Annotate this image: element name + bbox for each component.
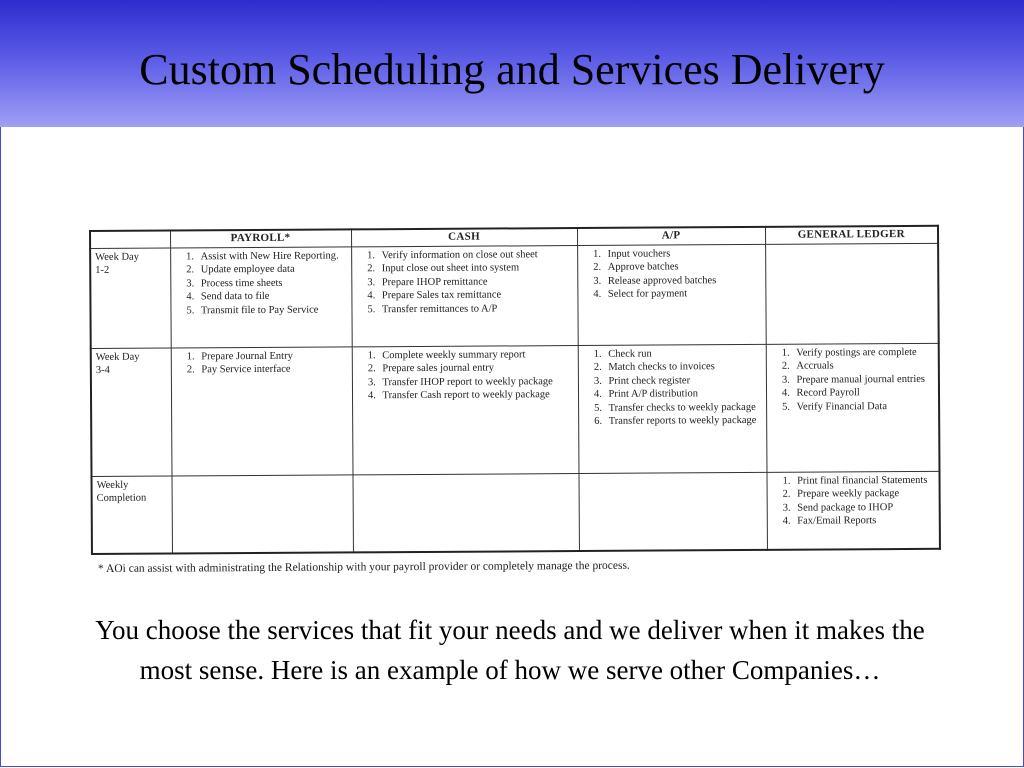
cash-cell	[351, 245, 578, 346]
slide-caption: You choose the services that fit your needs and we deliver when it makes the most sense. Here is an example of how we serve other Companies…	[95, 615, 925, 685]
list-item: 2. Update employee data	[197, 262, 347, 276]
list-item: 3. Process time sheets	[197, 276, 347, 290]
list-item: 3. Prepare manual journal entries	[792, 372, 934, 386]
list-item: 1. Check run	[604, 346, 761, 360]
row-label: Week Day 3-4	[91, 348, 172, 476]
gl-cell	[766, 471, 939, 550]
table-row	[92, 471, 940, 554]
table-footnote: * AOi can assist with administrating the Relationship with your payroll provider or completely manage the process.	[98, 559, 630, 575]
list-item: 1. Input vouchers	[604, 246, 761, 260]
list-item: 4. Print A/P distribution	[604, 387, 761, 401]
list-item: 3. Transfer IHOP report to weekly package	[378, 375, 573, 390]
list-item: 3. Prepare IHOP remittance	[378, 275, 573, 290]
cash-cell	[352, 345, 579, 474]
list-item: 5. Transmit file to Pay Service	[197, 303, 347, 317]
list-item: 2. Prepare weekly package	[793, 487, 935, 501]
list-item: 1. Verify information on close out sheet	[378, 248, 573, 263]
list-item: 2. Input close out sheet into system	[378, 261, 573, 276]
table-row	[91, 343, 940, 476]
payroll-cell	[171, 346, 353, 475]
cash-cell	[352, 473, 578, 552]
gl-cell	[765, 243, 939, 344]
column-header-payroll: PAYROLL*	[170, 229, 351, 247]
list-item: 2. Match checks to invoices	[604, 360, 761, 374]
ap-cell	[578, 472, 766, 551]
list-item: 2. Accruals	[792, 359, 934, 373]
list-item: 4. Select for payment	[604, 287, 761, 301]
list-item: 2. Pay Service interface	[197, 362, 347, 376]
ap-cell	[577, 244, 766, 345]
list-item: 3. Release approved batches	[604, 273, 761, 287]
column-header-cash: CASH	[351, 228, 577, 246]
list-item: 4. Transfer Cash report to weekly package	[378, 388, 573, 403]
list-item: 6. Transfer reports to weekly package	[605, 414, 762, 428]
list-item: 5. Verify Financial Data	[793, 399, 935, 413]
title-banner	[0, 0, 1024, 127]
gl-cell	[766, 343, 940, 472]
schedule-scan	[89, 230, 941, 580]
schedule-table	[89, 225, 941, 555]
list-item: 4. Fax/Email Reports	[793, 514, 935, 528]
corner-cell	[90, 231, 170, 248]
column-header-general-ledger: GENERAL LEDGER	[765, 226, 938, 244]
row-label: Week Day 1-2	[90, 248, 171, 348]
list-item: 1. Verify postings are complete	[792, 345, 934, 359]
list-item: 4. Send data to file	[197, 289, 347, 303]
list-item: 2. Prepare sales journal entry	[378, 361, 573, 376]
list-item: 1. Complete weekly summary report	[378, 348, 573, 363]
row-label: Weekly Completion	[92, 476, 172, 554]
list-item: 1. Prepare Journal Entry	[197, 349, 347, 363]
list-item: 1. Print final financial Statements	[793, 473, 935, 487]
list-item: 3. Send package to IHOP	[793, 500, 935, 514]
list-item: 5. Transfer checks to weekly package	[605, 400, 762, 414]
list-item: 4. Record Payroll	[792, 386, 934, 400]
payroll-cell	[170, 246, 352, 347]
column-header-ap: A/P	[577, 227, 765, 245]
ap-cell	[578, 344, 767, 473]
list-item: 3. Print check register	[604, 373, 761, 387]
list-item: 5. Transfer remittances to A/P	[378, 302, 573, 317]
payroll-cell	[172, 474, 353, 553]
list-item: 2. Approve batches	[604, 260, 761, 274]
slide-title: Custom Scheduling and Services Delivery	[139, 45, 885, 94]
list-item: 1. Assist with New Hire Reporting.	[197, 249, 347, 263]
list-item: 4. Prepare Sales tax remittance	[378, 288, 573, 303]
table-row	[90, 243, 939, 348]
